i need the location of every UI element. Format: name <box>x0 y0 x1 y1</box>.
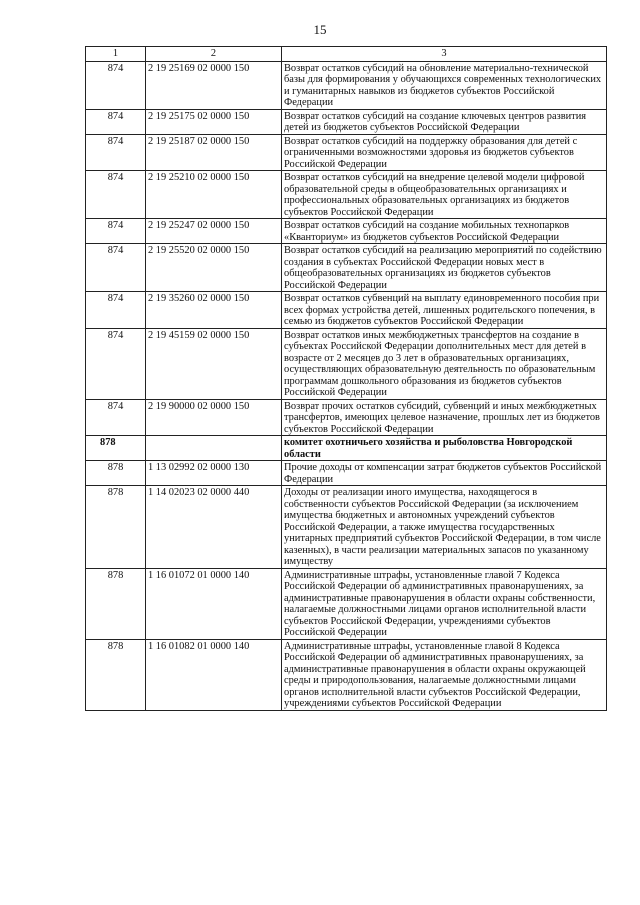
budget-code-cell: 1 16 01072 01 0000 140 <box>146 568 282 639</box>
budget-code-cell: 2 19 25247 02 0000 150 <box>146 219 282 244</box>
description-cell: Возврат остатков субсидий на создание мобильных технопарков «Кванториум» из бюджетов субъектов Российской Федерации <box>282 219 607 244</box>
admin-code-cell: 874 <box>86 292 146 329</box>
column-header-2: 2 <box>146 47 282 62</box>
budget-code-cell: 2 19 25210 02 0000 150 <box>146 171 282 219</box>
budget-code-cell: 1 13 02992 02 0000 130 <box>146 461 282 486</box>
description-cell: комитет охотничьего хозяйства и рыболовства Новгородской области <box>282 436 607 461</box>
budget-code-cell: 1 14 02023 02 0000 440 <box>146 486 282 569</box>
column-header-3: 3 <box>282 47 607 62</box>
admin-code-cell: 874 <box>86 399 146 436</box>
budget-code-cell: 2 19 25520 02 0000 150 <box>146 244 282 292</box>
admin-code-cell: 874 <box>86 61 146 109</box>
admin-code-cell: 878 <box>86 486 146 569</box>
table-header-row <box>86 47 607 62</box>
table-row <box>86 134 607 171</box>
budget-code-cell: 1 16 01082 01 0000 140 <box>146 639 282 710</box>
admin-code-cell: 874 <box>86 109 146 134</box>
description-cell: Административные штрафы, установленные главой 8 Кодекса Российской Федерации об административных правонарушениях, за административные правонарушения в области охраны окружающей среды и природопользования, налагаемые должностными лицами органов исполнительной власти субъектов Российской Федерации, учреждениями субъектов Российской Федерации <box>282 639 607 710</box>
admin-code-cell: 874 <box>86 219 146 244</box>
page-number: 15 <box>313 22 327 37</box>
table-row <box>86 219 607 244</box>
description-cell: Прочие доходы от компенсации затрат бюджетов субъектов Российской Федерации <box>282 461 607 486</box>
table-row <box>86 399 607 436</box>
table-row <box>86 61 607 109</box>
table-row <box>86 461 607 486</box>
description-cell: Возврат остатков субвенций на выплату единовременного пособия при всех формах устройства детей, лишенных родительского попечения, в семью из бюджетов субъектов Российской Федерации <box>282 292 607 329</box>
admin-code-cell: 878 <box>86 461 146 486</box>
admin-code-cell: 878 <box>86 436 146 461</box>
budget-code-cell: 2 19 35260 02 0000 150 <box>146 292 282 329</box>
budget-code-cell: 2 19 25175 02 0000 150 <box>146 109 282 134</box>
admin-code-cell: 878 <box>86 568 146 639</box>
admin-code-cell: 874 <box>86 134 146 171</box>
table-row <box>86 639 607 710</box>
description-cell: Возврат остатков иных межбюджетных трансфертов на создание в субъектах Российской Федерации дополнительных мест для детей в возрасте от 2 месяцев до 3 лет в образовательных организациях, осуществляющих образовательную деятельность по образовательным программам дошкольного образования из бюджетов субъектов Российской Федерации <box>282 328 607 399</box>
table-row <box>86 568 607 639</box>
description-cell: Возврат остатков субсидий на внедрение целевой модели цифровой образовательной среды в общеобразовательных организациях и профессиональных образовательных организациях из бюджетов субъектов Российской Федерации <box>282 171 607 219</box>
table-row <box>86 109 607 134</box>
section-heading-row <box>86 436 607 461</box>
admin-code-cell: 874 <box>86 328 146 399</box>
description-cell: Возврат прочих остатков субсидий, субвенций и иных межбюджетных трансфертов, имеющих целевое назначение, прошлых лет из бюджетов субъектов Российской Федерации <box>282 399 607 436</box>
description-cell: Возврат остатков субсидий на реализацию мероприятий по содействию создания в субъектах Российской Федерации новых мест в общеобразовательных организациях из бюджетов субъектов Российской Федерации <box>282 244 607 292</box>
budget-code-cell: 2 19 25169 02 0000 150 <box>146 61 282 109</box>
admin-code-cell: 874 <box>86 244 146 292</box>
budget-classification-table <box>85 46 607 711</box>
budget-code-cell: 2 19 25187 02 0000 150 <box>146 134 282 171</box>
table-row <box>86 171 607 219</box>
table-row <box>86 292 607 329</box>
admin-code-cell: 878 <box>86 639 146 710</box>
description-cell: Возврат остатков субсидий на создание ключевых центров развития детей из бюджетов субъектов Российской Федерации <box>282 109 607 134</box>
admin-code-cell: 874 <box>86 171 146 219</box>
column-header-1: 1 <box>86 47 146 62</box>
table-row <box>86 486 607 569</box>
budget-code-cell <box>146 436 282 461</box>
budget-code-cell: 2 19 90000 02 0000 150 <box>146 399 282 436</box>
description-cell: Доходы от реализации иного имущества, находящегося в собственности субъектов Российской Федерации (за исключением имущества бюджетных и автономных учреждений субъектов Российской Федерации, а также имущества государственных унитарных предприятий субъектов Российской Федерации, в том числе казенных), в части реализации материальных запасов по указанному имуществу <box>282 486 607 569</box>
description-cell: Возврат остатков субсидий на обновление материально-технической базы для формирования у обучающихся современных технологических и гуманитарных навыков из бюджетов субъектов Российской Федерации <box>282 61 607 109</box>
budget-code-cell: 2 19 45159 02 0000 150 <box>146 328 282 399</box>
description-cell: Возврат остатков субсидий на поддержку образования для детей с ограниченными возможностями здоровья из бюджетов субъектов Российской Федерации <box>282 134 607 171</box>
table-row <box>86 328 607 399</box>
description-cell: Административные штрафы, установленные главой 7 Кодекса Российской Федерации об административных правонарушениях, за административные правонарушения в области охраны собственности, налагаемые должностными лицами органов исполнительной власти субъектов Российской Федерации, учреждениями субъектов Российской Федерации <box>282 568 607 639</box>
table-row <box>86 244 607 292</box>
